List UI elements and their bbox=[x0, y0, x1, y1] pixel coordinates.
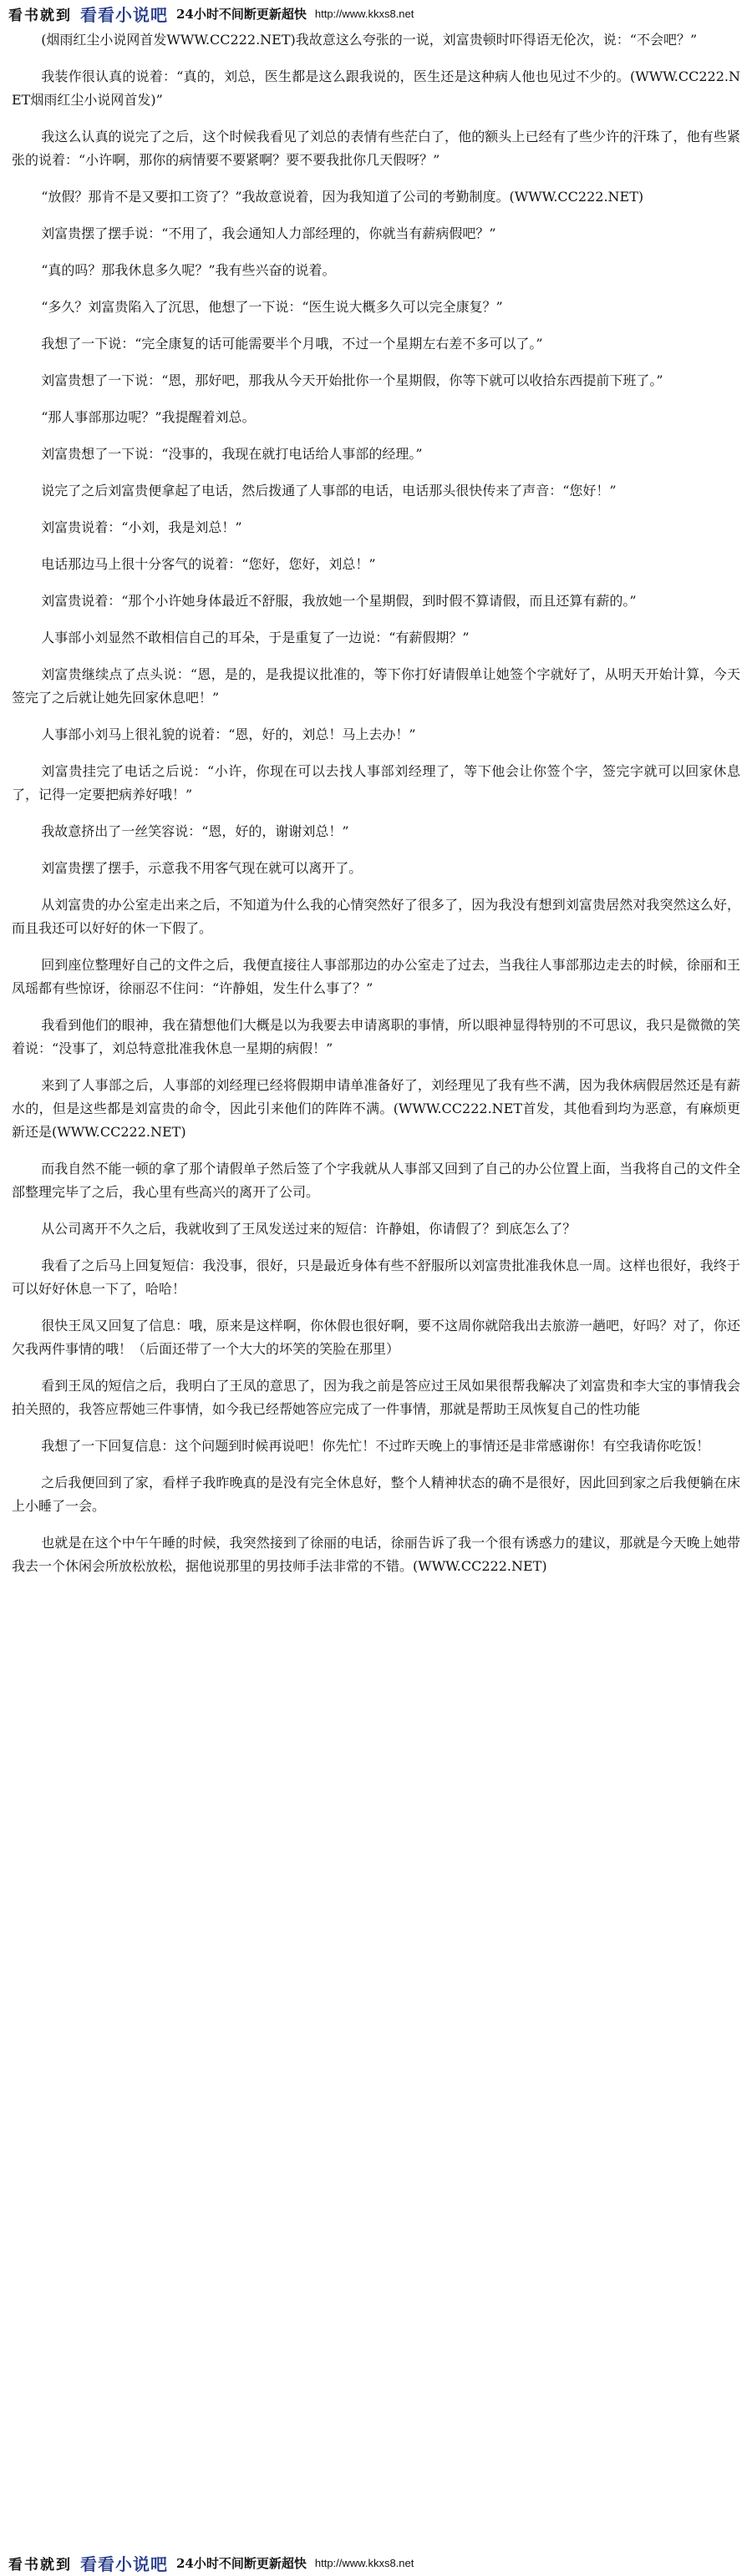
paragraph: 之后我便回到了家，看样子我昨晚真的是没有完全休息好，整个人精神状态的确不是很好，因此回到家之后我便躺在床上小睡了一会。 bbox=[12, 1475, 740, 1514]
paragraph: 而我自然不能一顿的拿了那个请假单子然后签了个字我就从人事部又回到了自己的办公位置上面，当我将自己的文件全部整理完毕了之后，我心里有些高兴的离开了公司。 bbox=[12, 1161, 740, 1200]
paragraph: 刘富贵想了一下说：“恩，那好吧，那我从今天开始批你一个星期假，你等下就可以收拾东西提前下班了。” bbox=[41, 372, 663, 388]
paragraph: 我故意挤出了一丝笑容说：“恩，好的，谢谢刘总！” bbox=[41, 823, 349, 839]
paragraph: 刘富贵继续点了点头说：“恩，是的，是我提议批准的，等下你打好请假单让她签个字就好了，从明天开始计算，今天签完了之后就让她先回家休息吧！” bbox=[12, 666, 740, 706]
header-tagline: 24小时不间断更新超快 bbox=[176, 6, 307, 22]
paragraph: (烟雨红尘小说网首发WWW.CC222.NET)我故意这么夸张的一说，刘富贵顿时吓得语无伦次，说：“不会吧？” bbox=[41, 32, 698, 48]
paragraph: 也就是在这个中午午睡的时候，我突然接到了徐丽的电话，徐丽告诉了我一个很有诱惑力的建议，那就是今天晚上她带我去一个休闲会所放松放松，据他说那里的男技师手法非常的不错。(WWW.CC222.NET) bbox=[12, 1535, 740, 1574]
paragraph: 很快王凤又回复了信息：哦，原来是这样啊，你休假也很好啊，要不这周你就陪我出去旅游一趟吧，好吗？对了，你还欠我两件事情的哦！（后面还带了一个大大的坏笑的笑脸在那里） bbox=[12, 1318, 740, 1357]
paragraph: 我这么认真的说完了之后，这个时候我看见了刘总的表情有些茫白了，他的额头上已经有了些少许的汗珠了，他有些紧张的说着：“小许啊，那你的病情要不要紧啊？要不要我批你几天假呀？” bbox=[12, 129, 740, 168]
paragraph: 刘富贵想了一下说：“没事的，我现在就打电话给人事部的经理。” bbox=[41, 446, 423, 462]
paragraph: 回到座位整理好自己的文件之后，我便直接往人事部那边的办公室走了过去，当我往人事部那边走去的时候，徐丽和王凤瑶都有些惊讶，徐丽忍不住问：“许静姐，发生什么事了？” bbox=[12, 957, 740, 996]
chapter-content bbox=[0, 28, 752, 2543]
paragraph: “那人事部那边呢？”我提醒着刘总。 bbox=[41, 409, 256, 425]
site-url-link[interactable]: http://www.kkxs8.net bbox=[314, 7, 414, 20]
paragraph: 刘富贵说着：“小刘，我是刘总！” bbox=[41, 519, 242, 535]
paragraph: 说完了之后刘富贵便拿起了电话，然后拨通了人事部的电话，电话那头很快传来了声音：“您好！” bbox=[41, 483, 617, 498]
paragraph: 从公司离开不久之后，我就收到了王凤发送过来的短信：许静姐，你请假了？到底怎么了？ bbox=[41, 1221, 577, 1237]
footer-url-link[interactable]: http://www.kkxs8.net bbox=[314, 2556, 414, 2569]
paragraph: 人事部小刘马上很礼貌的说着：“恩，好的，刘总！马上去办！” bbox=[41, 726, 416, 742]
paragraph: “真的吗？那我休息多久呢？”我有些兴奋的说着。 bbox=[41, 262, 336, 278]
paragraph: 人事部小刘显然不敢相信自己的耳朵，于是重复了一边说：“有薪假期？” bbox=[41, 630, 470, 645]
paragraph: 刘富贵挂完了电话之后说：“小许，你现在可以去找人事部刘经理了，等下他会让你签个字，签完字就可以回家休息了，记得一定要把病养好哦！” bbox=[12, 763, 740, 802]
header-lead-text: 看书就到 bbox=[8, 7, 72, 24]
paragraph: 电话那边马上很十分客气的说着：“您好，您好，刘总！” bbox=[41, 556, 376, 572]
paragraph: 我看到他们的眼神，我在猜想他们大概是以为我要去申请离职的事情，所以眼神显得特别的不可思议，我只是微微的笑着说：“没事了，刘总特意批准我休息一星期的病假！” bbox=[12, 1017, 740, 1056]
paragraph: 来到了人事部之后，人事部的刘经理已经将假期申请单准备好了，刘经理见了我有些不满，因为我休病假居然还是有薪水的，但是这些都是刘富贵的命令，因此引来他们的阵阵不满。(WWW.CC222.NET首发，其他看到均为恶意，有麻烦更新还是(WWW.CC222.NET) bbox=[12, 1077, 740, 1140]
paragraph: 我看了之后马上回复短信：我没事，很好，只是最近身体有些不舒服所以刘富贵批准我休息一周。这样也很好，我终于可以好好休息一下了，哈哈！ bbox=[12, 1258, 740, 1297]
paragraph: 看到王凤的短信之后，我明白了王凤的意思了，因为我之前是答应过王凤如果很帮我解决了刘富贵和李大宝的事情我会拍关照的，我答应帮她三件事情，如今我已经帮她答应完成了一件事情，那就是帮助王凤恢复自己的性功能 bbox=[12, 1378, 740, 1417]
paragraph: 我装作很认真的说着：“真的，刘总，医生都是这么跟我说的，医生还是这种病人他也见过不少的。(WWW.CC222.NET烟雨红尘小说网首发)” bbox=[12, 68, 740, 108]
paragraph: 刘富贵说着：“那个小许她身体最近不舒服，我放她一个星期假，到时假不算请假，而且还算有薪的。” bbox=[41, 593, 637, 609]
site-footer-banner bbox=[0, 2549, 752, 2576]
paragraph: 刘富贵摆了摆手，示意我不用客气现在就可以离开了。 bbox=[41, 860, 363, 876]
footer-lead-text: 看书就到 bbox=[8, 2556, 72, 2573]
site-brand-link[interactable]: 看看小说吧 bbox=[80, 4, 168, 25]
paragraph: 我想了一下说：“完全康复的话可能需要半个月哦，不过一个星期左右差不多可以了。” bbox=[41, 336, 543, 352]
footer-brand-link[interactable]: 看看小说吧 bbox=[80, 2553, 168, 2574]
paragraph: “多久？刘富贵陷入了沉思，他想了一下说：“医生说大概多久可以完全康复？” bbox=[41, 299, 503, 315]
paragraph: 刘富贵摆了摆手说：“不用了，我会通知人力部经理的，你就当有薪病假吧？” bbox=[41, 225, 496, 241]
paragraph: 我想了一下回复信息：这个问题到时候再说吧！你先忙！不过昨天晚上的事情还是非常感谢你！有空我请你吃饭！ bbox=[41, 1438, 710, 1454]
site-header-banner bbox=[0, 0, 752, 27]
paragraph: “放假？那肯不是又要扣工资了？”我故意说着，因为我知道了公司的考勤制度。(WWW.CC222.NET) bbox=[41, 189, 644, 205]
footer-tagline: 24小时不间断更新超快 bbox=[176, 2555, 307, 2571]
paragraph: 从刘富贵的办公室走出来之后，不知道为什么我的心情突然好了很多了，因为我没有想到刘富贵居然对我突然这么好，而且我还可以好好的休一下假了。 bbox=[12, 897, 740, 936]
